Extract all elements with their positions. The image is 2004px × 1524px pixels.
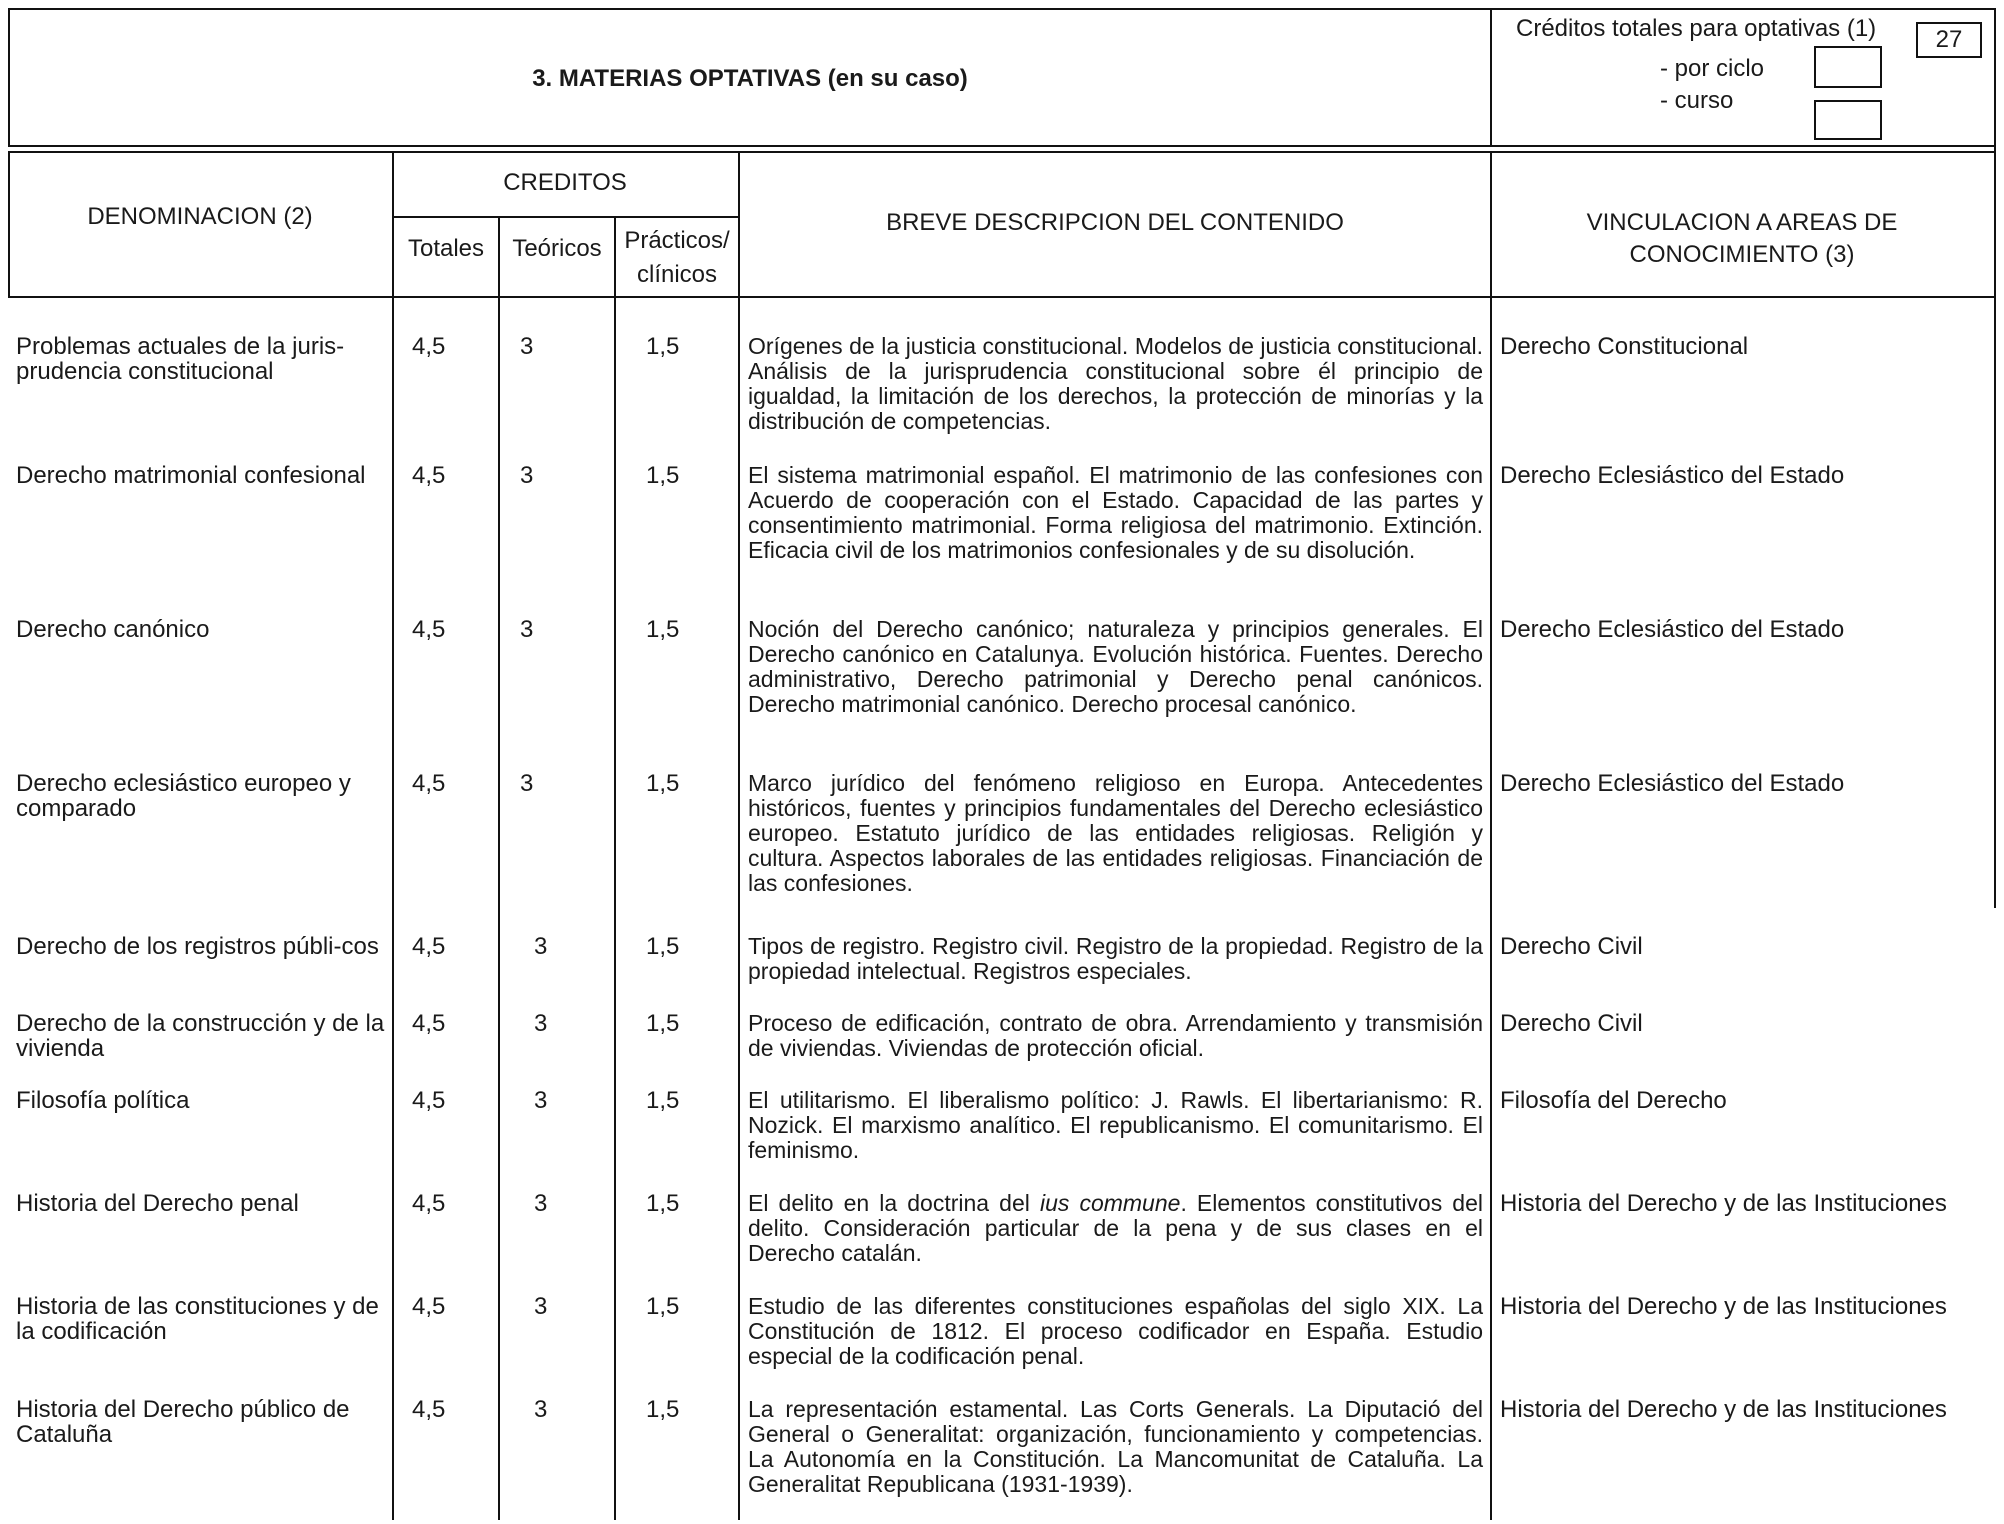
row-totales: 4,5 (412, 933, 446, 960)
row-totales: 4,5 (412, 1190, 446, 1217)
row-totales: 4,5 (412, 1293, 446, 1320)
header-practicos: Prácticos/ (624, 227, 730, 254)
row-totales: 4,5 (412, 616, 446, 643)
row-totales: 4,5 (412, 1010, 446, 1037)
row-practicos: 1,5 (646, 1396, 680, 1423)
col-line-1 (392, 151, 394, 1520)
row-practicos: 1,5 (646, 1010, 680, 1037)
row-denominacion: Derecho de los registros públi-cos (16, 933, 379, 960)
totals-value: 27 (1935, 26, 1963, 53)
row-teoricos: 3 (520, 770, 534, 797)
row-totales: 4,5 (412, 333, 446, 360)
row-teoricos: 3 (534, 1293, 548, 1320)
row-area: Historia del Derecho y de las Instituciones (1500, 1293, 1947, 1320)
section-title: 3. MATERIAS OPTATIVAS (en su caso) (532, 65, 968, 92)
col-line-5 (1490, 151, 1492, 1520)
row-totales: 4,5 (412, 1396, 446, 1423)
col-line-2 (498, 216, 500, 1520)
curso-label: - curso (1660, 87, 1734, 114)
row-area: Historia del Derecho y de las Instituciones (1500, 1190, 1947, 1217)
row-denominacion: Historia del Derecho penal (16, 1190, 299, 1217)
header-vinculacion-1: VINCULACION A AREAS DE (1586, 209, 1898, 236)
por-ciclo-label: - por ciclo (1660, 55, 1765, 82)
row-descripcion: El utilitarismo. El liberalismo político: J. Rawls. El libertarianismo: R. Nozick. El marxismo analítico. El republicanismo. El comunitarismo. El feminismo. (748, 1087, 1483, 1163)
totals-box (1916, 22, 1982, 58)
row-denominacion: Derecho canónico (16, 616, 210, 643)
header-clinicos: clínicos (636, 261, 718, 288)
creditos-underline (392, 216, 738, 218)
row-practicos: 1,5 (646, 1087, 680, 1114)
row-area: Derecho Eclesiástico del Estado (1500, 616, 1845, 643)
top-border (8, 8, 1996, 10)
row-area: Derecho Constitucional (1500, 333, 1749, 360)
row-denominacion: Derecho matrimonial confesional (16, 462, 366, 489)
row-area: Historia del Derecho y de las Instituciones (1500, 1396, 1947, 1423)
row-denominacion: Problemas actuales de la juris-prudencia constitucional (16, 333, 345, 385)
row-descripcion (748, 1191, 1483, 1266)
curso-box[interactable] (1814, 100, 1882, 140)
row-totales: 4,5 (412, 1087, 446, 1114)
header-totales: Totales (407, 235, 485, 262)
header-denominacion: DENOMINACION (2) (87, 203, 313, 230)
por-ciclo-box[interactable] (1814, 46, 1882, 88)
colheader-bottom-line (8, 296, 1996, 298)
row-descripcion: Marco jurídico del fenómeno religioso en Europa. Antecedentes históricos, fuentes y principios fundamentales del Derecho eclesiástico europeo. Estatuto jurídico de las entidades religiosas. Religión y cultura. Aspectos laborales de las entidades religiosas. Financiación de las confesiones. (748, 770, 1483, 896)
row-practicos: 1,5 (646, 1293, 680, 1320)
desc-text: . Elementos constitutivos del delito. Consideración particular de la pena y de sus clases en el Derecho catalán. (748, 1190, 1483, 1266)
desc-text: El delito en la doctrina del (748, 1190, 1040, 1216)
row-practicos: 1,5 (646, 770, 680, 797)
totals-label: Créditos totales para optativas (1) (1516, 15, 1877, 42)
row-teoricos: 3 (534, 1190, 548, 1217)
header-descripcion: BREVE DESCRIPCION DEL CONTENIDO (886, 209, 1344, 236)
col-line-3 (614, 216, 616, 1520)
row-descripcion: El sistema matrimonial español. El matrimonio de las confesiones con Acuerdo de cooperación con el Estado. Capacidad de las partes y consentimiento matrimonial. Forma religiosa del matrimonio. Extinción. Eficacia civil de los matrimonios confesionales y de su disolución. (748, 462, 1483, 563)
row-practicos: 1,5 (646, 462, 680, 489)
row-descripcion: Orígenes de la justicia constitucional. Modelos de justicia constitucional. Análisis de la jurisprudencia constitucional sobre él principio de igualdad, la limitación de los derechos, la protección de minorías y la distribución de competencias. (748, 333, 1483, 434)
row-area: Derecho Eclesiástico del Estado (1500, 462, 1845, 489)
row-totales: 4,5 (412, 462, 446, 489)
row-teoricos: 3 (520, 462, 534, 489)
row-denominacion: Filosofía política (16, 1087, 190, 1114)
desc-emphasis: ius commune (1039, 1190, 1181, 1216)
left-border-header (8, 8, 10, 146)
row-teoricos: 3 (520, 616, 534, 643)
row-area: Derecho Civil (1500, 1010, 1643, 1037)
row-area: Derecho Eclesiástico del Estado (1500, 770, 1845, 797)
row-teoricos: 3 (520, 333, 534, 360)
row-totales: 4,5 (412, 770, 446, 797)
header-divider (1490, 8, 1492, 146)
col-line-4 (738, 151, 740, 1520)
row-practicos: 1,5 (646, 933, 680, 960)
header-bottom-line (8, 145, 1996, 147)
row-denominacion: Derecho eclesiástico europeo y comparado (16, 770, 351, 822)
header-creditos: CREDITOS (503, 169, 627, 196)
row-descripcion: Tipos de registro. Registro civil. Registro de la propiedad. Registro de la propiedad intelectual. Registros especiales. (748, 933, 1483, 984)
row-descripcion: La representación estamental. Las Corts Generals. La Diputació del General o Generalitat: organización, funcionamiento y competencias. La Autonomía en la Constitución. La Mancomunitat de Cataluña. La Generalitat Republicana (1931-1939). (748, 1396, 1483, 1497)
row-descripcion: Proceso de edificación, contrato de obra. Arrendamiento y transmisión de viviendas. Viviendas de protección oficial. (748, 1010, 1483, 1061)
row-teoricos: 3 (534, 1010, 548, 1037)
row-area: Filosofía del Derecho (1500, 1087, 1727, 1114)
row-teoricos: 3 (534, 1087, 548, 1114)
row-denominacion: Historia del Derecho público de Cataluña (16, 1396, 350, 1448)
row-practicos: 1,5 (646, 1190, 680, 1217)
header-vinculacion-2: CONOCIMIENTO (3) (1629, 241, 1855, 268)
row-denominacion: Derecho de la construcción y de la vivienda (16, 1010, 385, 1062)
row-teoricos: 3 (534, 933, 548, 960)
row-practicos: 1,5 (646, 333, 680, 360)
row-descripcion: Estudio de las diferentes constituciones españolas del siglo XIX. La Constitución de 1812. El proceso codificador en España. Estudio especial de la codificación penal. (748, 1293, 1483, 1369)
row-teoricos: 3 (534, 1396, 548, 1423)
header-teoricos: Teóricos (512, 235, 602, 262)
row-descripcion: Noción del Derecho canónico; naturaleza y principios generales. El Derecho canónico en Catalunya. Evolución histórica. Fuentes. Derecho administrativo, Derecho patrimonial y Derecho penal canónicos. Derecho matrimonial canónico. Derecho procesal canónico. (748, 616, 1483, 717)
row-denominacion: Historia de las constituciones y de la codificación (16, 1293, 379, 1345)
colheader-top-line (8, 151, 1996, 153)
row-practicos: 1,5 (646, 616, 680, 643)
row-area: Derecho Civil (1500, 933, 1643, 960)
